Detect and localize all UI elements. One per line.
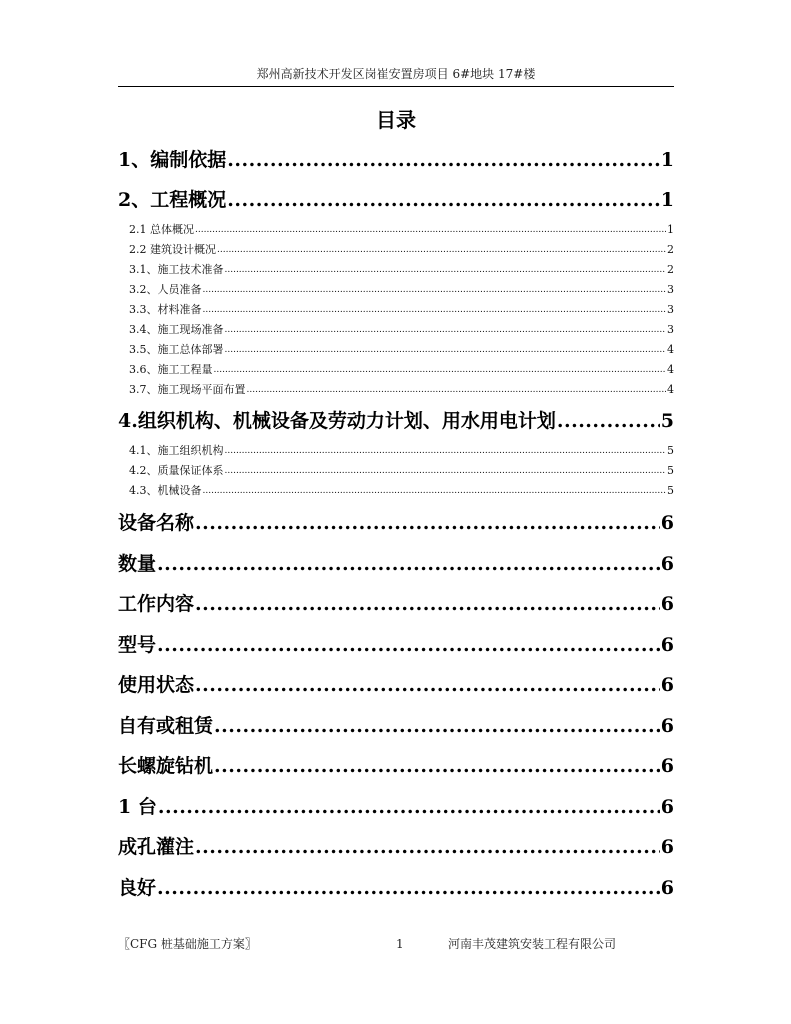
toc-leader: [195, 510, 660, 536]
toc-entry[interactable]: [118, 187, 674, 213]
toc-entry-page: 3: [667, 283, 674, 296]
toc-entry-label: 3.1、施工技术准备: [129, 263, 224, 276]
toc-entry-page: 6: [660, 836, 674, 858]
toc-entry-label: 3.5、施工总体部署: [129, 343, 224, 356]
toc-entry-label: 4.3、机械设备: [129, 484, 202, 497]
toc-entry-label: 4.组织机构、机械设备及劳动力计划、用水用电计划: [118, 410, 556, 432]
toc-entry-label: 4.1、施工组织机构: [129, 444, 224, 457]
toc-entry[interactable]: [129, 342, 674, 358]
toc-entry-page: 4: [667, 343, 674, 356]
toc-entry[interactable]: [118, 632, 674, 658]
toc-entry-label: 2.1 总体概况: [129, 223, 194, 236]
toc-entry[interactable]: [118, 875, 674, 901]
toc-entry-label: 3.7、施工现场平面布置: [129, 383, 246, 396]
toc-entry[interactable]: [129, 322, 674, 338]
toc-leader: [157, 551, 660, 577]
toc-entry-page: 6: [660, 593, 674, 615]
toc-entry-page: 5: [660, 410, 674, 432]
toc-leader: [214, 362, 667, 378]
toc-entry-page: 3: [667, 323, 674, 336]
footer-page-number: 1: [396, 937, 404, 951]
toc-entry-page: 6: [660, 715, 674, 737]
toc-entry[interactable]: [118, 794, 674, 820]
toc-entry[interactable]: [129, 302, 674, 318]
toc-entry-page: 2: [667, 263, 674, 276]
toc-entry-page: 4: [667, 383, 674, 396]
toc-entry-page: 2: [667, 243, 674, 256]
toc-entry-page: 5: [667, 444, 674, 457]
toc-entry-label: 3.3、材料准备: [129, 303, 202, 316]
toc-leader: [195, 672, 660, 698]
toc-entry-page: 6: [660, 634, 674, 656]
toc-entry[interactable]: [118, 834, 674, 860]
toc-entry-page: 1: [660, 189, 674, 211]
toc-entry-page: 1: [667, 223, 674, 236]
toc-leader: [195, 834, 660, 860]
toc-leader: [227, 147, 660, 173]
toc-entry[interactable]: [129, 222, 674, 238]
toc-entry[interactable]: [129, 483, 674, 499]
toc-entry-label: 3.2、人员准备: [129, 283, 202, 296]
toc-entry[interactable]: [118, 408, 674, 434]
toc-leader: [203, 302, 667, 318]
toc-entry-label: 长螺旋钻机: [118, 755, 214, 777]
toc-entry-label: 设备名称: [118, 512, 195, 534]
toc-entry-label: 1、编制依据: [118, 149, 227, 171]
toc-entry[interactable]: [118, 551, 674, 577]
toc-leader: [203, 483, 667, 499]
toc-entry-page: 5: [667, 464, 674, 477]
toc-title: 目录: [376, 108, 416, 132]
toc-entry-label: 使用状态: [118, 674, 195, 696]
toc-entry-label: 工作内容: [118, 593, 195, 615]
toc-entry[interactable]: [118, 672, 674, 698]
toc-leader: [217, 242, 666, 258]
toc-entry-label: 自有或租赁: [118, 715, 214, 737]
toc-entry-page: 6: [660, 877, 674, 899]
toc-entry-label: 3.6、施工工程量: [129, 363, 213, 376]
toc-entry-label: 2.2 建筑设计概况: [129, 243, 216, 256]
toc-entry-label: 4.2、质量保证体系: [129, 464, 224, 477]
toc-entry-page: 6: [660, 674, 674, 696]
toc-entry[interactable]: [129, 362, 674, 378]
toc-entry[interactable]: [118, 753, 674, 779]
toc-entry-page: 6: [660, 755, 674, 777]
toc-leader: [225, 262, 667, 278]
toc-entry-page: 6: [660, 553, 674, 575]
page-header: 郑州高新技术开发区岗崔安置房项目 6#地块 17#楼: [256, 67, 536, 81]
toc-leader: [214, 713, 660, 739]
toc-entry-page: 3: [667, 303, 674, 316]
toc-entry[interactable]: [129, 463, 674, 479]
toc-leader: [225, 342, 667, 358]
toc-leader: [247, 382, 667, 398]
toc-leader: [557, 408, 660, 434]
toc-entry[interactable]: [129, 262, 674, 278]
toc-entry[interactable]: [118, 510, 674, 536]
toc-leader: [225, 322, 667, 338]
toc-leader: [225, 463, 667, 479]
toc-entry-label: 1 台: [118, 796, 157, 818]
toc-entry-page: 6: [660, 512, 674, 534]
toc-entry-page: 4: [667, 363, 674, 376]
toc-entry[interactable]: [129, 242, 674, 258]
toc-leader: [203, 282, 667, 298]
toc-leader: [227, 187, 660, 213]
toc-entry-label: 成孔灌注: [118, 836, 195, 858]
toc-leader: [157, 632, 660, 658]
toc-leader: [195, 591, 660, 617]
toc-entry[interactable]: [118, 147, 674, 173]
toc-entry[interactable]: [129, 282, 674, 298]
toc-entry-page: 5: [667, 484, 674, 497]
toc-entry[interactable]: [129, 443, 674, 459]
toc-leader: [214, 753, 660, 779]
toc-leader: [195, 222, 666, 238]
header-divider: [118, 86, 674, 87]
footer-company-name: 河南丰茂建筑安装工程有限公司: [448, 937, 617, 951]
toc-entry[interactable]: [118, 591, 674, 617]
toc-entry-label: 良好: [118, 877, 157, 899]
toc-entry-page: 1: [660, 149, 674, 171]
toc-leader: [158, 794, 660, 820]
toc-entry[interactable]: [129, 382, 674, 398]
toc-entry-label: 数量: [118, 553, 157, 575]
toc-leader: [225, 443, 667, 459]
toc-entry[interactable]: [118, 713, 674, 739]
toc-entry-label: 2、工程概况: [118, 189, 227, 211]
toc-entry-page: 6: [660, 796, 674, 818]
toc-entry-label: 3.4、施工现场准备: [129, 323, 224, 336]
toc-leader: [157, 875, 660, 901]
toc-entry-label: 型号: [118, 634, 157, 656]
footer-document-name: 〖CFG 桩基础施工方案〗: [118, 937, 257, 951]
